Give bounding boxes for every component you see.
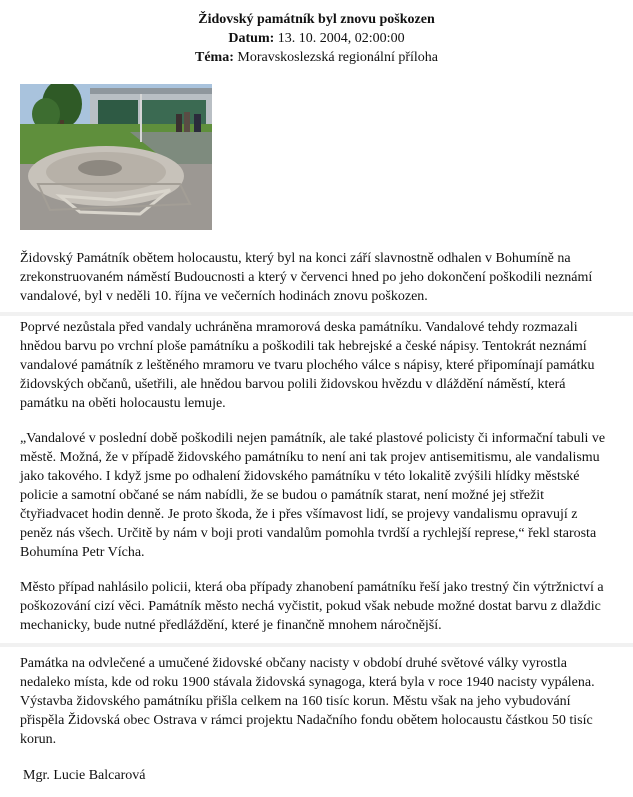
paragraph-divider: [0, 643, 633, 647]
memorial-photo: [20, 84, 212, 230]
paragraph-damage: Poprvé nezůstala před vandaly uchráněna mramorová deska památníku. Vandalové tehdy rozmazali hnědou barvu po vrchní ploše památníku a poškodili tak hebrejské a české nápisy. Tentokrát neznámí vandalové památník z leštěného mramoru ve tvaru plochého válce s nápisy, které připomínají památku židovských občanů, ušetřili, ale hnědou barvou polili židovskou hvězdu v dláždění náměstí, která památku na oběti holocaustu lemuje.: [20, 320, 595, 411]
date-line: [0, 29, 633, 48]
paragraph-history: Památka na odvlečené a umučené židovské občany nacisty v období druhé světové války vyrostla nedaleko místa, kde od roku 1900 stávala židovská synagoga, která byla v roce 1940 nacisty vypálena. Výstavba židovského památníku přišla celkem na 160 tisíc korun. Městu však na jeho vybudování přispěla Židovská obec Ostrava v rámci projektu Nadačního fondu obětem holocaustu částkou 50 tisíc korun.: [20, 656, 595, 747]
article-header: [0, 0, 633, 67]
date-value: 13. 10. 2004, 02:00:00: [277, 31, 405, 46]
topic-label: Téma:: [194, 50, 234, 65]
topic-value: Moravskoslezská regionální příloha: [237, 50, 438, 65]
paragraph-police: Město případ nahlásilo policii, která oba případy zhanobení památníku řeší jako trestný čin výtržnictví a poškozování cizí věci. Památník město nechá vyčistit, pokud však nebude možné dostat barvu z dlaždic mechanicky, bude nutné předláždění, které je finančně mnohem náročnější.: [20, 580, 604, 633]
author-signature: Mgr. Lucie Balcarová: [23, 768, 146, 783]
paragraph-divider: [0, 312, 633, 316]
paragraph-quote: „Vandalové v poslední době poškodili nejen památník, ale také plastové policisty či informační tabuli ve městě. Možná, že v případě židovského památníku to není ani tak projev antisemitismu, ale vandalismu jako takového. I když jsme po odhalení židovského památníku v této lokalitě zvýšili hlídky městské policie a samotní občané se nám nabídli, že se budou o památník starat, není možné jej střežit čtyřiadvacet hodin denně. Je proto škoda, že i přes všímavost lidí, se projevy vandalismu opravují z peněz nás všech. Určitě by nám v boji proti vandalům pomohla tvrdší a rychlejší represe,“ řekl starosta Bohumína Petr Vícha.: [20, 431, 606, 560]
topic-line: [0, 48, 633, 67]
article-title: Židovský památník byl znovu poškozen: [198, 12, 435, 27]
date-label: Datum:: [228, 31, 275, 46]
paragraph-intro: Židovský Památník obětem holocaustu, který byl na konci září slavnostně odhalen v Bohumíně na zrekonstruovaném náměstí Budoucnosti a který v červenci hned po jeho dokončení poškodili neznámí vandalové, byl v neděli 10. října ve večerních hodinách znovu poškozen.: [20, 251, 593, 304]
